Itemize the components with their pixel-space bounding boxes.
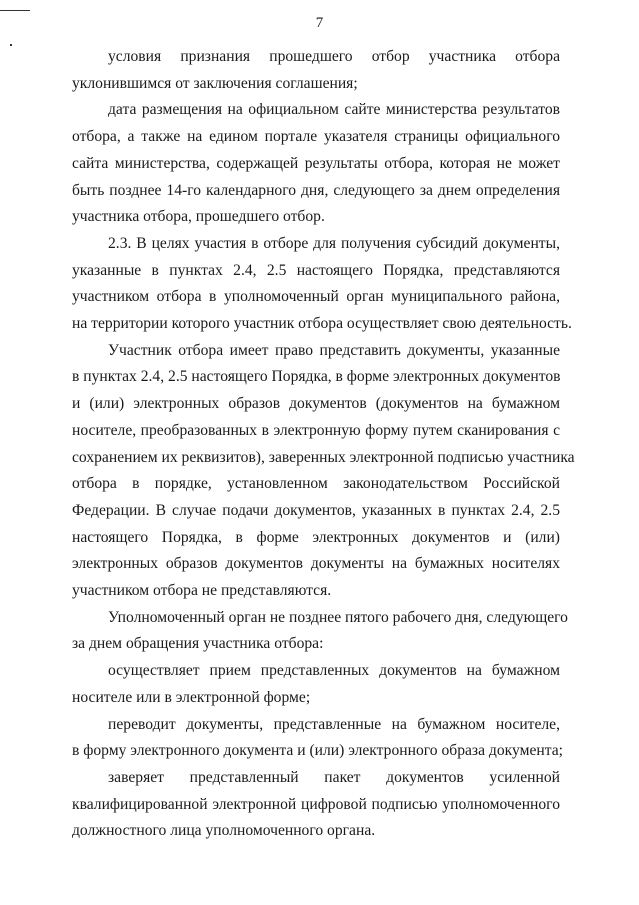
paragraph-accepts-documents	[72, 658, 560, 711]
text-line: участником отбора в уполномоченный орган муниципального района,	[72, 288, 560, 306]
text-line: отбора в порядке, установленном законодательством Российской	[72, 475, 560, 493]
text-line: и (или) электронных образов документов (документов на бумажном	[72, 395, 560, 413]
text-line: переводит документы, представленные на бумажном носителе,	[108, 715, 560, 733]
text-line: Уполномоченный орган не позднее пятого рабочего дня, следующего	[108, 608, 568, 626]
text-line: осуществляет прием представленных документов на бумажном	[108, 662, 560, 680]
text-line: Федерации. В случае подачи документов, указанных в пунктах 2.4, 2.5	[72, 501, 560, 519]
paragraph-authorized-body	[72, 605, 568, 658]
paragraph-publication-date	[72, 97, 560, 231]
text-line: сайта министерства, содержащей результаты отбора, которая не может	[72, 154, 560, 172]
text-line: электронных образов документов документы на бумажных носителях	[72, 555, 560, 573]
text-line: в форму электронного документа и (или) электронного образа документа;	[72, 742, 563, 760]
text-line: за днем обращения участника отбора:	[72, 635, 324, 653]
document-body	[72, 44, 575, 845]
scan-artifact-dot	[10, 44, 12, 46]
paragraph-recognition-conditions	[72, 44, 560, 97]
text-line: 2.3. В целях участия в отборе для получения субсидий документы,	[108, 234, 560, 252]
text-line: участником отбора не представляются.	[72, 582, 332, 600]
paragraph-converts-documents	[72, 712, 563, 765]
text-line: быть позднее 14-го календарного дня, следующего за днем определения	[72, 181, 560, 199]
text-line: уклонившимся от заключения соглашения;	[72, 74, 358, 92]
page-number: 7	[315, 15, 324, 31]
text-line: квалифицированной электронной цифровой подписью уполномоченного	[72, 795, 560, 813]
text-line: носителе или в электронной форме;	[72, 688, 311, 706]
text-line: в пунктах 2.4, 2.5 настоящего Порядка, в форме электронных документов	[72, 368, 561, 386]
scan-artifact-line	[0, 10, 30, 11]
paragraph-electronic-documents	[72, 338, 575, 605]
text-line: Участник отбора имеет право представить документы, указанные	[108, 341, 560, 359]
text-line: носителе, преобразованных в электронную форму путем сканирования с	[72, 421, 560, 439]
text-line: участника отбора, прошедшего отбор.	[72, 208, 325, 226]
text-line: на территории которого участник отбора осуществляет свою деятельность.	[72, 315, 572, 333]
paragraph-certifies-package	[72, 765, 560, 845]
paragraph-section-2-3	[72, 231, 572, 338]
text-line: настоящего Порядка, в форме электронных документов и (или)	[72, 528, 560, 546]
text-line: указанные в пунктах 2.4, 2.5 настоящего Порядка, представляются	[72, 261, 560, 279]
text-line: дата размещения на официальном сайте министерства результатов	[108, 101, 560, 119]
text-line: должностного лица уполномоченного органа.	[72, 822, 376, 840]
text-line: условия признания прошедшего отбор участника отбора	[108, 48, 560, 65]
text-line: заверяет представленный пакет документов усиленной	[108, 768, 560, 786]
text-line: сохранением их реквизитов), заверенных электронной подписью участника	[72, 448, 575, 466]
text-line: отбора, а также на едином портале указателя страницы официального	[72, 128, 560, 146]
